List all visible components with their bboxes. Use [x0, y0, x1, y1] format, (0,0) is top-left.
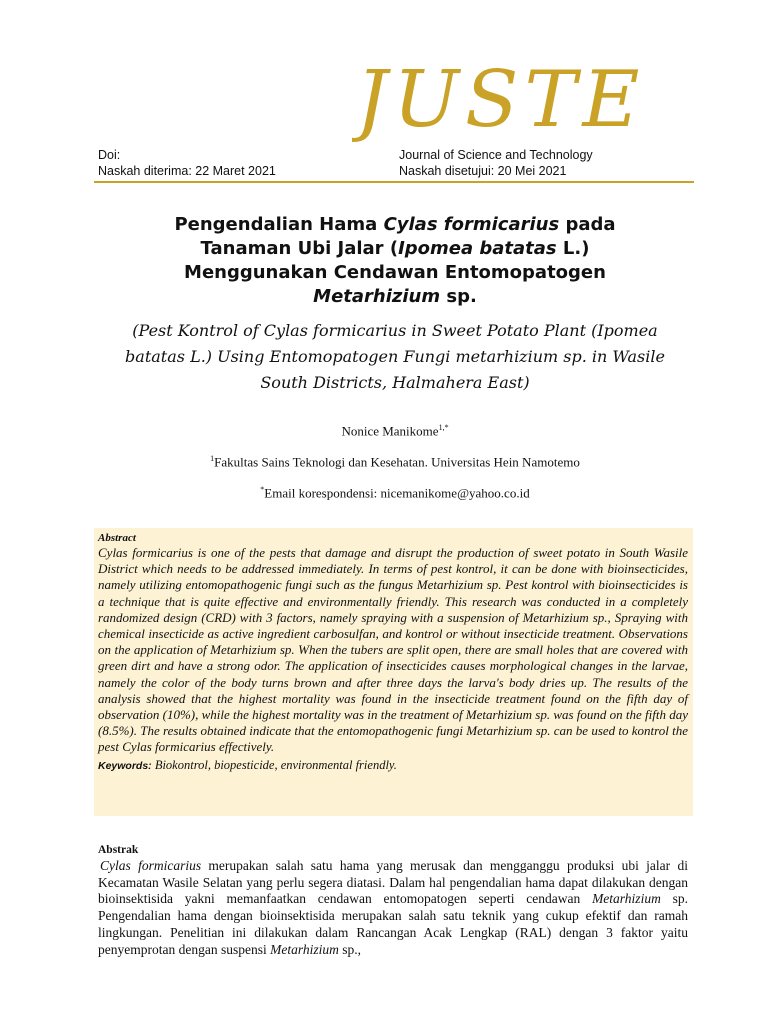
correspondence-email: *Email korespondensi: nicemanikome@yahoo.co.id [260, 485, 530, 501]
abstract-box [94, 528, 693, 816]
manuscript-meta-left [98, 147, 276, 179]
journal-logo-text: JUSTE [356, 55, 646, 145]
journal-logo [352, 48, 697, 148]
abstrak-heading: Abstrak [98, 844, 139, 856]
approved-date: Naskah disetujui: 20 Mei 2021 [399, 164, 567, 178]
header-rule [94, 181, 694, 183]
paper-subtitle-english: (Pest Kontrol of Cylas formicarius in Sweet Potato Plant (Ipomea batatas L.) Using Entomopatogen Fungi metarhizium sp. in Wasile South Districts, Halmahera East) [125, 321, 665, 392]
affiliation-line: $^1$Fakultas Sains Teknologi dan Kesehatan. Universitas Hein Namotemo [210, 454, 580, 470]
keywords-line: Keywords: Biokontrol, biopesticide, environmental friendly. [98, 757, 397, 772]
author-name: Nonice Manikome [341, 423, 439, 439]
abstrak-body: Cylas formicarius merupakan salah satu hama yang merusak dan mengganggu produksi ubi jalar di Kecamatan Wasile Selatan yang perlu segera diatasi. Dalam hal pengendalian hama dapat dilakukan dengan bioinsektisida yakni memanfaatkan cendawan entomopatogen seperti cendawan Metarhizium sp. Pengendalian hama dengan bioinsektisida merupakan salah satu teknik yang cukup efektif dan ramah lingkungan. Penelitian ini dilakukan dalam Rancangan Acak Lengkap (RAL) dengan 3 faktor yaitu penyemprotan dengan suspensi Metarhizium sp., [98, 858, 688, 957]
author-line: Nonice Manikome$^{1,*}$ [341, 423, 449, 439]
doi-label: Doi: [98, 148, 121, 162]
journal-name: Journal of Science and Technology [399, 148, 593, 162]
abstract-heading: Abstract [98, 532, 136, 544]
received-date: Naskah diterima: 22 Maret 2021 [98, 164, 276, 178]
abstract-body: Cylas formicarius is one of the pests that damage and disrupt the production of sweet potato in South Wasile District which needs to be addressed immediately. In terms of pest kontrol, it can be done with bioinsecticides, namely utilizing entomopathogenic fungi such as the fungus Metarhizium sp. Pest kontrol with bioinsecticides is a technique that is quite effective and environmentally friendly. This research was conducted in a completely randomized design (CRD) with 3 factors, namely spraying with a suspension of Metarhizium sp., Spraying with chemical insecticide as active ingredient carbosulfan, and kontrol or without insecticide treatment. Observations on the application of Metarhizium sp. When the tubers are split open, there are small holes that are covered with green dirt and have a strong odor. The application of insecticides causes morphological changes in the larvae, namely the color of the body turns brown and after three days the larva's body dries up. The results of the analysis showed that the highest mortality was found in the insecticide treatment found on the fifth day of observation (10%), while the highest mortality was in the treatment of Metarhizium sp. was found on the fifth day (8.5%). The results obtained indicate that the entomopathogenic fungi Metarhizium sp. can be used to kontrol the pest Cylas formicarius effectively. [98, 545, 689, 755]
paper-title: Pengendalian Hama Cylas formicarius pada Tanaman Ubi Jalar (Ipomea batatas L.) Menggunakan Cendawan Entomopatogen Metarhizium sp. [174, 214, 616, 307]
manuscript-meta-right [399, 147, 593, 179]
